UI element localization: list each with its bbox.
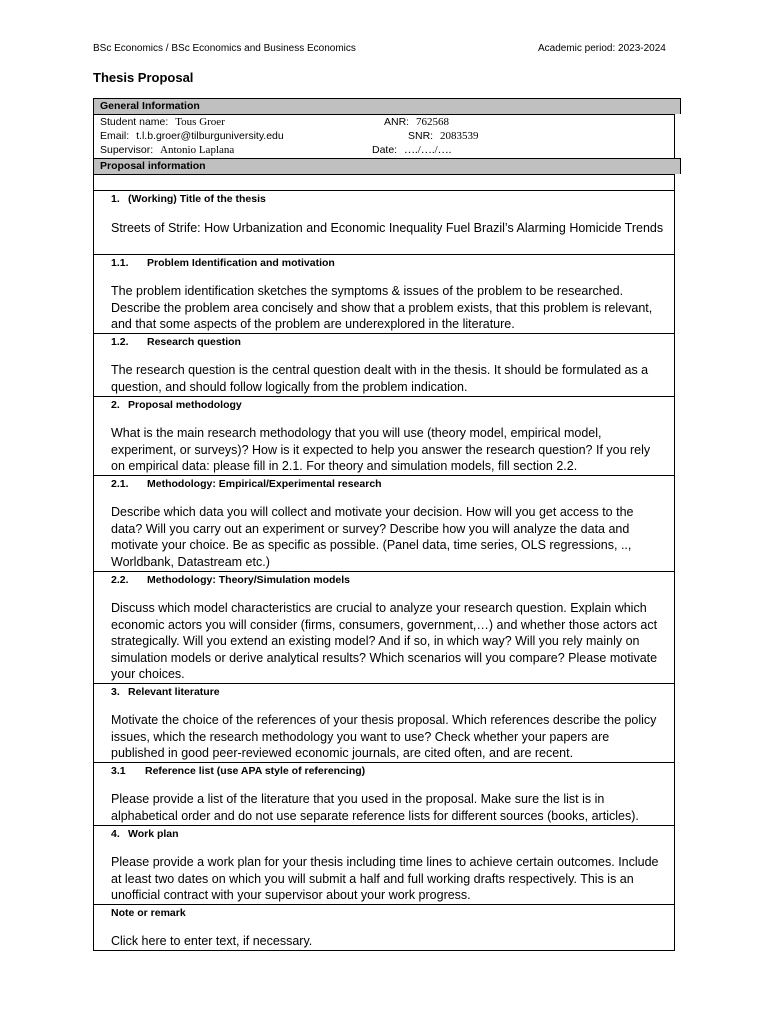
page-title: Thesis Proposal [93, 70, 194, 85]
reference-list-text[interactable]: Please provide a list of the literature that you used in the proposal. Make sure the list is in alphabetical order and do not use separate reference lists for different sources (books, articles). [111, 792, 639, 823]
supervisor-label: Supervisor: [100, 144, 154, 156]
relevant-literature-text[interactable]: Motivate the choice of the references of your thesis proposal. Which references describe the policy issues, which the research methodology you want to use? Check whether your papers are published in good peer-reviewed economic journals, are cited often, and are recent. [111, 713, 657, 760]
snr-field[interactable]: 2083539 [440, 130, 479, 142]
note-remark-text[interactable]: Click here to enter text, if necessary. [111, 934, 313, 948]
student-name-label: Student name: [100, 116, 169, 128]
anr-field[interactable]: 762568 [416, 116, 450, 128]
work-plan-text[interactable]: Please provide a work plan for your thesis including time lines to achieve certain outcomes. Include at least two dates on which you will submit a half and full working drafts respectively. This is an unofficial contract with your supervisor about your work progress. [111, 855, 659, 902]
anr-line [384, 116, 464, 128]
problem-identification-text[interactable]: The problem identification sketches the symptoms & issues of the problem to be researched. Describe the problem area concisely and show that a problem exists, that this problem is relevant, and that some aspects of the problem are underexplored in the literature. [111, 284, 653, 331]
snr-label: SNR: [408, 130, 434, 142]
empirical-research-text[interactable]: Describe which data you will collect and motivate your decision. How will you get access to the data? Will you carry out an experiment or survey? Describe how you will analyze the data and motivate your choice. Be as specific as possible. (Panel data, time series, OLS regressions, .., Worldbank, Datastream etc.) [111, 505, 634, 569]
general-info-heading: General Information [93, 98, 681, 114]
student-name-field[interactable]: Tous Groer [175, 116, 225, 128]
section-heading: 1.2. Research question [111, 336, 241, 348]
section-heading: 4. Work plan [111, 828, 179, 840]
anr-label: ANR: [384, 116, 410, 128]
student-name-line [100, 116, 239, 128]
proposal-form [93, 98, 675, 950]
section-proposal-methodology [93, 396, 675, 475]
section-title-of-thesis [93, 190, 675, 254]
section-empirical-research [93, 475, 675, 571]
section-heading: 1.1. Problem Identification and motivation [111, 257, 335, 269]
section-heading: 2. Proposal methodology [111, 399, 242, 411]
section-research-question [93, 333, 675, 396]
section-heading: 3. Relevant literature [111, 686, 220, 698]
research-question-text[interactable]: The research question is the central question dealt with in the thesis. It should be formulated as a question, and should follow logically from the problem indication. [111, 363, 649, 394]
date-line [372, 144, 451, 156]
section-relevant-literature [93, 683, 675, 762]
section-problem-identification [93, 254, 675, 333]
section-note-remark [93, 904, 675, 951]
section-heading: 2.1. Methodology: Empirical/Experimental research [111, 478, 382, 490]
section-heading: 3.1 Reference list (use APA style of referencing) [111, 765, 366, 777]
date-label: Date: [372, 144, 398, 156]
email-field[interactable]: t.l.b.groer@tilburguniversity.edu [136, 130, 284, 142]
email-label: Email: [100, 130, 130, 142]
spacer-row [93, 174, 675, 190]
section-reference-list [93, 762, 675, 825]
program-header: BSc Economics / BSc Economics and Business Economics [93, 43, 356, 54]
academic-period: Academic period: 2023-2024 [538, 43, 666, 54]
email-line [100, 130, 311, 142]
theory-simulation-text[interactable]: Discuss which model characteristics are crucial to analyze your research question. Explain which economic actors you will consider (firms, consumers, government,…) and whether those actors act strategically. Will you extend an existing model? And if so, in which way? Will you rely mainly on simulation models or derive analytical results? Which scenarios will you compare? Please motivate your choices. [111, 601, 658, 681]
section-heading: 1. (Working) Title of the thesis [111, 193, 266, 205]
proposal-methodology-text[interactable]: What is the main research methodology that you will use (theory model, empirical model, experiment, or surveys)? How is it expected to help you answer the research question? If you rely on empirical data: please fill in 2.1. For theory and simulation models, fill section 2.2. [111, 426, 651, 473]
date-field[interactable]: …./…./…. [404, 144, 452, 156]
section-theory-simulation [93, 571, 675, 683]
section-heading: Note or remark [111, 907, 186, 919]
general-info-block [93, 114, 675, 158]
supervisor-field[interactable]: Antonio Laplana [160, 144, 235, 156]
thesis-title-text[interactable]: Streets of Strife: How Urbanization and Economic Inequality Fuel Brazil’s Alarming Homicide Trends [111, 221, 664, 235]
supervisor-line [100, 144, 238, 156]
section-work-plan [93, 825, 675, 904]
section-heading: 2.2. Methodology: Theory/Simulation models [111, 574, 351, 586]
snr-line [408, 130, 508, 142]
proposal-info-heading: Proposal information [93, 158, 681, 174]
